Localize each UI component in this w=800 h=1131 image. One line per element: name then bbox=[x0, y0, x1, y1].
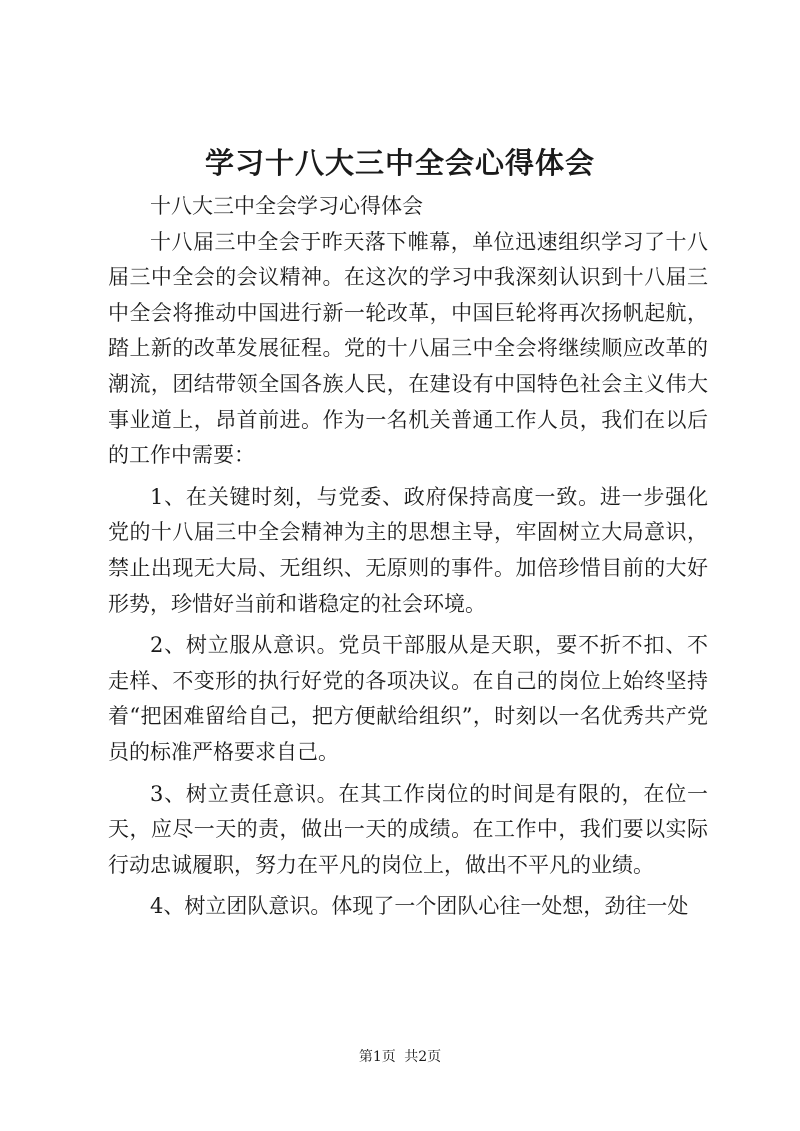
document-title: 学习十八大三中全会心得体会 bbox=[204, 146, 595, 180]
point-3-paragraph: 3、树立责任意识。在其工作岗位的时间是有限的，在位一天，应尽一天的责，做出一天的成绩。在工作中，我们要以实际行动忠诚履职，努力在平凡的岗位上，做出不平凡的业绩。 bbox=[108, 781, 708, 877]
subtitle-paragraph: 十八大三中全会学习心得体会 bbox=[150, 194, 423, 218]
point-4-paragraph: 4、树立团队意识。体现了一个团队心往一处想，劲往一处 bbox=[150, 894, 689, 919]
page-footer bbox=[0, 1047, 800, 1067]
intro-paragraph: 十八届三中全会于昨天落下帷幕，单位迅速组织学习了十八届三中全会的会议精神。在这次的学习中我深刻认识到十八届三中全会将推动中国进行新一轮改革，中国巨轮将再次扬帆起航，踏上新的改革发展征程。党的十八届三中全会将继续顺应改革的潮流，团结带领全国各族人民，在建设有中国特色社会主义伟大事业道上，昂首前进。作为一名机关普通工作人员，我们在以后的工作中需要： bbox=[108, 229, 708, 468]
point-2-paragraph: 2、树立服从意识。党员干部服从是天职，要不折不扣、不走样、不变形的执行好党的各项决议。在自己的岗位上始终坚持着“把困难留给自己，把方便献给组织”，时刻以一名优秀共产党员的标准严格要求自己。 bbox=[108, 633, 708, 764]
page-number-current: 第1页 bbox=[358, 1049, 396, 1065]
point-1-paragraph: 1、在关键时刻，与党委、政府保持高度一致。进一步强化党的十八届三中全会精神为主的思想主导，牢固树立大局意识，禁止出现无大局、无组织、无原则的事件。加倍珍惜目前的大好形势，珍惜好当前和谐稳定的社会环境。 bbox=[108, 484, 708, 616]
document-body bbox=[108, 189, 708, 925]
page-number-total: 共2页 bbox=[404, 1049, 442, 1065]
